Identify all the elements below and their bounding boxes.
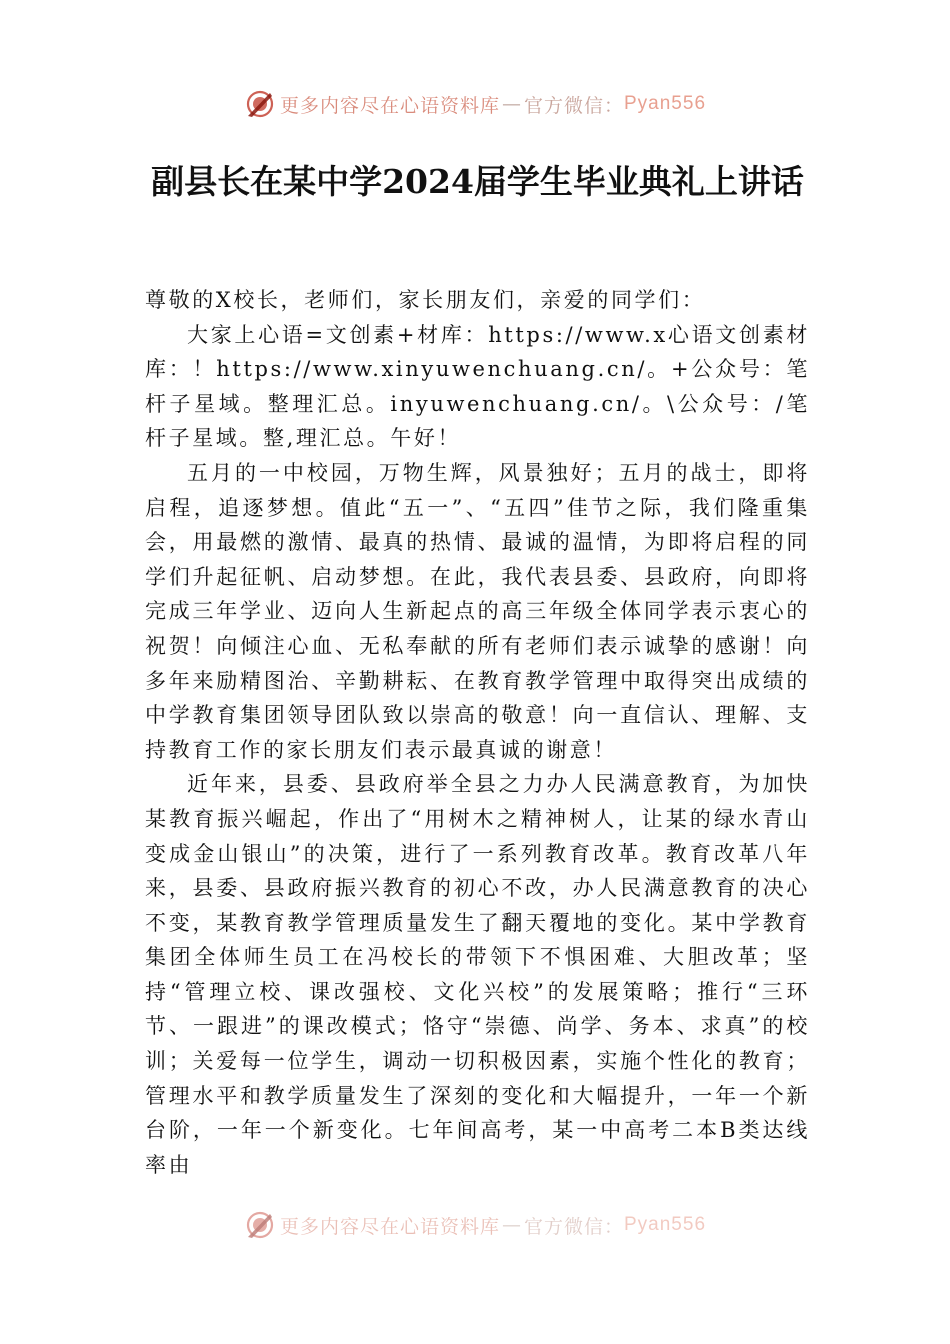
watermark-separator: — <box>501 93 522 115</box>
document-body <box>145 283 810 1182</box>
salutation-paragraph: 尊敬的X校长，老师们，家长朋友们，亲爱的同学们： <box>145 288 706 312</box>
watermark-label: 官方微信： <box>523 94 624 117</box>
watermark-label: 官方微信： <box>523 1215 624 1238</box>
watermark-separator: — <box>501 1214 522 1236</box>
body-paragraph: 大家上心语=文创素+材库：https://www.x心语文创素材库：！https://www.xinyuwenchuang.cn/。+公众号：笔杆子星域。整理汇总。inyuwenchuang.cn/。\公众号：/笔杆子星域。整,理汇总。午好！ <box>145 322 810 451</box>
footer-watermark <box>0 1207 950 1243</box>
header-watermark <box>0 86 950 122</box>
quill-seal-icon <box>244 1209 276 1241</box>
body-paragraph: 近年来，县委、县政府举全县之力办人民满意教育，为加快某教育振兴崛起，作出了“用树木之精神树人，让某的绿水青山变成金山银山”的决策，进行了一系列教育改革。教育改革八年来，县委、县政府振兴教育的初心不改，办人民满意教育的决心不变，某教育教学管理质量发生了翻天覆地的变化。某中学教育集团全体师生员工在冯校长的带领下不惧困难、大胆改革；坚持“管理立校、课改强校、文化兴校”的发展策略；推行“三环节、一跟进”的课改模式；恪守“崇德、尚学、务本、求真”的校训；关爱每一位学生，调动一切积极因素，实施个性化的教育；管理水平和教学质量发生了深刻的变化和大幅提升，一年一个新台阶，一年一个新变化。七年间高考，某一中高考二本B类达线率由 <box>145 772 810 1177</box>
watermark-text: 更多内容尽在心语资料库 <box>279 94 500 117</box>
body-paragraph: 五月的一中校园，万物生辉，风景独好；五月的战士，即将启程，追逐梦想。值此“五一”、“五四”佳节之际，我们隆重集会，用最燃的激情、最真的热情、最诚的温情，为即将启程的同学们升起征帆、启动梦想。在此，我代表县委、县政府，向即将完成三年学业、迈向人生新起点的高三年级全体同学表示衷心的祝贺！向倾注心血、无私奉献的所有老师们表示诚挚的感谢！向多年来励精图治、辛勤耕耘、在教育教学管理中取得突出成绩的中学教育集团领导团队致以崇高的敬意！向一直信认、理解、支持教育工作的家长朋友们表示最真诚的谢意！ <box>145 460 810 762</box>
document-title: 副县长在某中学2024届学生毕业典礼上讲话 <box>151 162 804 201</box>
watermark-wechat-id: Pyan556 <box>624 1214 707 1235</box>
watermark-wechat-id: Pyan556 <box>624 93 707 114</box>
quill-seal-icon <box>244 88 276 120</box>
watermark-text: 更多内容尽在心语资料库 <box>279 1215 500 1238</box>
